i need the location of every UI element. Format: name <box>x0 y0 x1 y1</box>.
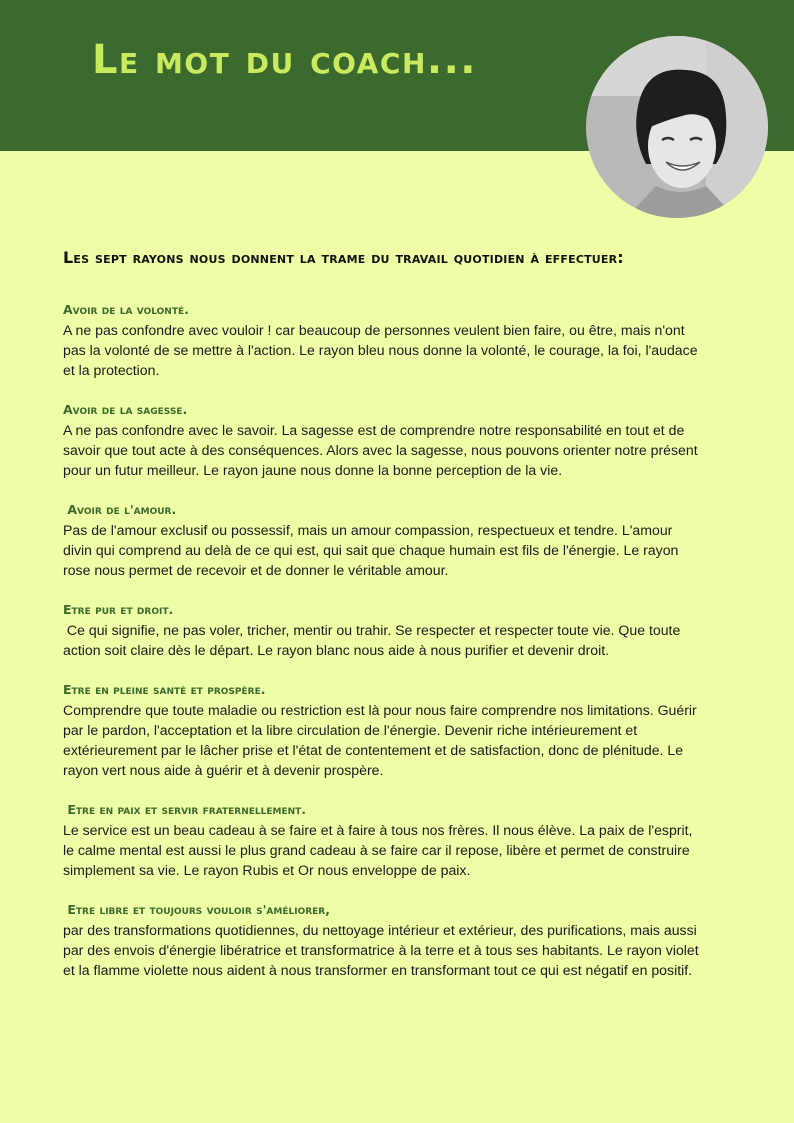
section-peace <box>63 800 699 880</box>
section-heading: Avoir de l'amour. <box>63 502 177 517</box>
section-heading: Etre libre et toujours vouloir s'améliorer, <box>63 902 330 917</box>
section-body: par des transformations quotidiennes, du nettoyage intérieur et extérieur, des purifications, mais aussi par des envois d'énergie libératrice et transformatrice à la terre et à tous ses habitants. Le rayon violet et la flamme violette nous aident à nous transformer en transformant tout ce qui est négatif en positif. <box>63 922 703 978</box>
section-purity <box>63 600 699 660</box>
section-body: A ne pas confondre avec le savoir. La sagesse est de comprendre notre responsabilité en tout et de savoir que tout acte à des conséquences. Alors avec la sagesse, nous pouvons orienter notre présent pour un futur meilleur. Le rayon jaune nous donne la bonne perception de la vie. <box>63 422 702 478</box>
section-body: Le service est un beau cadeau à se faire et à faire à tous nos frères. Il nous élève. La paix de l'esprit, le calme mental est aussi le plus grand cadeau à se faire car il repose, libère et permet de construire simplement sa vie. Le rayon Rubis et Or nous enveloppe de paix. <box>63 822 697 878</box>
section-heading: Etre en pleine santé et prospère. <box>63 682 266 697</box>
section-body: A ne pas confondre avec vouloir ! car beaucoup de personnes veulent bien faire, ou être, mais n'ont pas la volonté de se mettre à l'action. Le rayon bleu nous donne la volonté, le courage, la foi, l'audace et la protection. <box>63 322 702 378</box>
section-wisdom <box>63 400 702 480</box>
section-body: Comprendre que toute maladie ou restriction est là pour nous faire comprendre nos limitations. Guérir par le pardon, l'acceptation et la libre circulation de l'énergie. Devenir riche intérieurement et extérieurement par le lâcher prise et l'état de contentement et de satisfaction, donc de plénitude. Le rayon vert nous aide à guérir et à devenir prospère. <box>63 702 701 778</box>
section-body: Pas de l'amour exclusif ou possessif, mais un amour compassion, respectueux et tendre. L'amour divin qui comprend au delà de ce qui est, qui sait que chaque humain est fils de l'énergie. Le rayon rose nous permet de recevoir et de donner le véritable amour. <box>63 522 683 578</box>
section-body: Ce qui signifie, ne pas voler, tricher, mentir ou trahir. Se respecter et respecter toute vie. Que toute action soit claire dès le départ. Le rayon blanc nous aide à nous purifier et devenir droit. <box>63 622 685 658</box>
portrait-illustration <box>586 36 768 218</box>
intro-heading: Les sept rayons nous donnent la trame du travail quotidien à effectuer: <box>63 248 624 267</box>
section-freedom <box>63 900 703 980</box>
section-will <box>63 300 702 380</box>
page-title: Le mot du coach... <box>92 37 477 83</box>
section-heading: Avoir de la volonté. <box>63 302 189 317</box>
section-health <box>63 680 699 780</box>
coach-portrait-photo <box>586 36 768 218</box>
section-heading: Etre en paix et servir fraternellement. <box>63 802 307 817</box>
section-heading: Etre pur et droit. <box>63 602 174 617</box>
rays-sections <box>63 300 703 1000</box>
section-love <box>63 500 699 580</box>
section-heading: Avoir de la sagesse. <box>63 402 188 417</box>
